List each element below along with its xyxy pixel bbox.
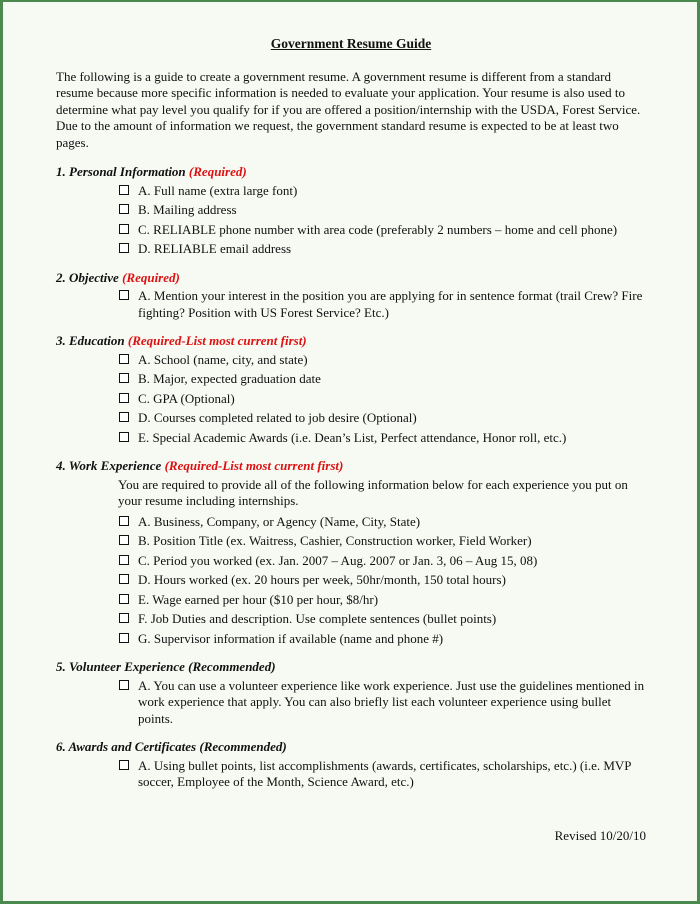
section-heading xyxy=(56,270,646,287)
checkbox-icon[interactable] xyxy=(119,373,129,383)
checklist xyxy=(118,678,646,728)
checkbox-icon[interactable] xyxy=(119,555,129,565)
section-heading xyxy=(56,739,646,756)
section-objective xyxy=(56,270,646,322)
checkbox-icon[interactable] xyxy=(119,432,129,442)
item-text: A. Business, Company, or Agency (Name, City, State) xyxy=(138,513,421,529)
checklist-item xyxy=(118,592,646,609)
requirement-label: (Required-List most current first) xyxy=(127,333,307,348)
document-title: Government Resume Guide xyxy=(270,36,432,51)
checklist-item xyxy=(118,758,646,791)
section-title: 6. Awards and Certificates (Recommended) xyxy=(56,739,287,754)
checklist-item xyxy=(118,371,646,388)
checklist xyxy=(118,288,646,321)
checkbox-icon[interactable] xyxy=(119,574,129,584)
section-title: 5. Volunteer Experience (Recommended) xyxy=(56,659,276,674)
item-text: B. Position Title (ex. Waitress, Cashier, Construction worker, Field Worker) xyxy=(138,533,532,548)
checkbox-icon[interactable] xyxy=(119,613,129,623)
item-text: C. Period you worked (ex. Jan. 2007 – Aug. 2007 or Jan. 3, 06 – Aug 15, 08) xyxy=(138,552,538,568)
checklist-item xyxy=(118,553,646,570)
item-text: D. Courses completed related to job desire (Optional) xyxy=(138,410,417,425)
checklist-item xyxy=(118,533,646,550)
checkbox-icon[interactable] xyxy=(119,680,129,690)
checklist xyxy=(118,477,646,648)
section-heading xyxy=(56,458,646,475)
section-title: 3. Education xyxy=(56,333,125,348)
section-note: You are required to provide all of the following information below for each experience you put on your resume including internships. xyxy=(118,476,628,508)
section-awards-certificates xyxy=(56,739,646,791)
checkbox-icon[interactable] xyxy=(119,185,129,195)
checkbox-icon[interactable] xyxy=(119,516,129,526)
checkbox-icon[interactable] xyxy=(119,760,129,770)
requirement-label: (Required-List most current first) xyxy=(164,458,344,473)
section-title: 1. Personal Information xyxy=(56,164,186,179)
checklist xyxy=(118,352,646,447)
item-text: C. RELIABLE phone number with area code (preferably 2 numbers – home and cell phone) xyxy=(138,221,618,237)
checklist-item xyxy=(118,391,646,408)
section-education xyxy=(56,333,646,446)
item-text: A. School (name, city, and state) xyxy=(138,351,308,367)
checklist-item xyxy=(118,288,646,321)
section-volunteer-experience xyxy=(56,659,646,727)
item-text: B. Major, expected graduation date xyxy=(138,371,321,386)
checklist-item xyxy=(118,352,646,369)
item-text: E. Wage earned per hour ($10 per hour, $8/hr) xyxy=(138,591,379,607)
item-text: D. RELIABLE email address xyxy=(138,241,292,256)
checkbox-icon[interactable] xyxy=(119,633,129,643)
intro-paragraph: The following is a guide to create a government resume. A government resume is different from a standard resume because more specific information is needed to evaluate your application. Your resume is also used to determine what pay level you qualify for if you are offered a position/internship with the USDA, Forest Service. Due to the amount of information we request, the government standard resume is expected to be at least two pages. xyxy=(56,68,641,150)
checklist xyxy=(118,183,646,258)
item-text: E. Special Academic Awards (i.e. Dean’s List, Perfect attendance, Honor roll, etc.) xyxy=(138,429,567,445)
checkbox-icon[interactable] xyxy=(119,204,129,214)
checklist-item xyxy=(118,222,646,239)
checklist-item xyxy=(118,611,646,628)
checklist-item xyxy=(118,631,646,648)
item-text: A. Full name (extra large font) xyxy=(138,182,298,198)
item-text: D. Hours worked (ex. 20 hours per week, 50hr/month, 150 total hours) xyxy=(138,572,506,587)
section-work-experience xyxy=(56,458,646,647)
document-page xyxy=(56,36,646,843)
item-text: B. Mailing address xyxy=(138,202,237,217)
checklist-item xyxy=(118,572,646,589)
checklist-item xyxy=(118,678,646,728)
item-text: A. Mention your interest in the position you are applying for in sentence format (trail Crew? Fire fighting? Position with US Forest Service? Etc.) xyxy=(138,288,643,320)
item-text: C. GPA (Optional) xyxy=(138,390,235,406)
checkbox-icon[interactable] xyxy=(119,412,129,422)
section-title: 2. Objective xyxy=(56,269,119,285)
item-text: G. Supervisor information if available (name and phone #) xyxy=(138,630,444,646)
section-heading xyxy=(56,333,646,350)
checklist-item xyxy=(118,430,646,447)
requirement-label: (Required) xyxy=(122,269,180,285)
item-text: A. Using bullet points, list accomplishments (awards, certificates, scholarships, etc.) (i.e. MVP soccer, Employee of the Month, Science Award, etc.) xyxy=(138,757,632,789)
item-text: F. Job Duties and description. Use complete sentences (bullet points) xyxy=(138,611,497,626)
section-title: 4. Work Experience xyxy=(56,458,162,473)
checklist-item xyxy=(118,514,646,531)
checkbox-icon[interactable] xyxy=(119,243,129,253)
section-heading xyxy=(56,659,646,676)
requirement-label: (Required) xyxy=(188,164,247,179)
checkbox-icon[interactable] xyxy=(119,224,129,234)
checklist-item xyxy=(118,410,646,427)
checkbox-icon[interactable] xyxy=(119,290,129,300)
checkbox-icon[interactable] xyxy=(119,594,129,604)
checklist xyxy=(118,758,646,791)
checkbox-icon[interactable] xyxy=(119,393,129,403)
checklist-item xyxy=(118,202,646,219)
section-personal-information xyxy=(56,164,646,258)
revision-date: Revised 10/20/10 xyxy=(554,828,646,843)
checkbox-icon[interactable] xyxy=(119,354,129,364)
item-text: A. You can use a volunteer experience like work experience. Just use the guidelines mentioned in work experience that apply. You can also briefly list each volunteer experience using bullet points. xyxy=(138,677,645,726)
section-heading xyxy=(56,164,646,181)
checklist-item xyxy=(118,183,646,200)
checklist-item xyxy=(118,241,646,258)
checkbox-icon[interactable] xyxy=(119,535,129,545)
